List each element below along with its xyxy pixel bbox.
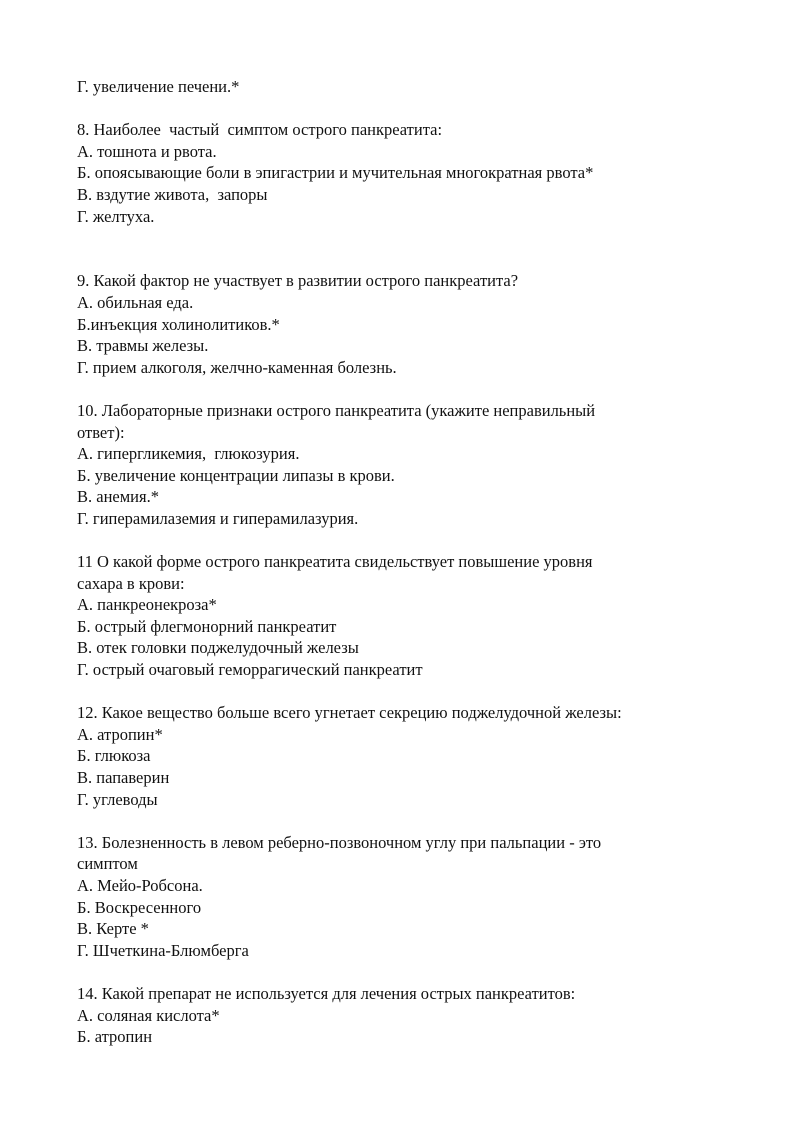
answer-option: Б. глюкоза [77,746,151,766]
answer-option: Г. Шчеткина-Блюмберга [77,940,249,960]
question-9 [77,270,757,378]
question-text: 11 О какой форме острого панкреатита свидельствует повышение уровня [77,552,593,572]
answer-option: Б.инъекция холинолитиков.* [77,314,280,334]
question-14 [77,983,757,1048]
question-10 [77,400,757,530]
answer-option: Г. увеличение печени.* [77,77,240,96]
document-page [77,76,757,1048]
answer-option: В. анемия.* [77,487,159,507]
answer-option: А. соляная кислота* [77,1005,220,1025]
answer-option: Б. увеличение концентрации липазы в крови. [77,465,395,485]
question-text: ответ): [77,422,125,442]
answer-option: Б. атропин [77,1027,153,1047]
answer-option: В. отек головки поджелудочный железы [77,638,359,658]
question-8 [77,119,757,227]
answer-option: А. гипергликемия, глюкозурия. [77,444,300,464]
question-13 [77,832,757,962]
answer-option: В. Керте * [77,919,149,939]
answer-option: Г. острый очаговый геморрагический панкреатит [77,660,423,680]
answer-option: В. травмы железы. [77,336,209,356]
question-12 [77,702,757,810]
question-text: 14. Какой препарат не используется для лечения острых панкреатитов: [77,983,576,1003]
answer-option: В. вздутие живота, запоры [77,184,268,204]
answer-option: А. панкреонекроза* [77,595,217,615]
question-text: 12. Какое вещество больше всего угнетает секрецию поджелудочной железы: [77,703,622,723]
answer-option: В. папаверин [77,768,170,787]
question-text: симптом [77,854,138,874]
answer-option: Б. опоясывающие боли в эпигастрии и мучительная многократная рвота* [77,163,594,183]
answer-option: Г. желтуха. [77,206,155,226]
answer-option: А. тошнота и рвота. [77,141,217,161]
answer-option: Г. углеводы [77,789,158,809]
question-text: сахара в крови: [77,573,185,593]
question-11 [77,551,757,681]
answer-option: А. обильная еда. [77,292,194,312]
answer-option: Г. прием алкоголя, желчно-каменная болезнь. [77,357,397,377]
question-text: 8. Наиболее частый симптом острого панкреатита: [77,120,443,140]
question-text: 10. Лабораторные признаки острого панкреатита (укажите неправильный [77,400,596,420]
answer-option: Б. острый флегмонорний панкреатит [77,616,337,636]
answer-option: А. атропин* [77,724,163,744]
question-text: 13. Болезненность в левом реберно-позвоночном углу при пальпации - это [77,832,602,852]
answer-option: Г. гиперамилаземия и гиперамилазурия. [77,508,359,528]
answer-option: А. Мейо-Робсона. [77,875,203,895]
answer-option: Б. Воскресенного [77,897,202,917]
question-text: 9. Какой фактор не участвует в развитии острого панкреатита? [77,271,519,291]
